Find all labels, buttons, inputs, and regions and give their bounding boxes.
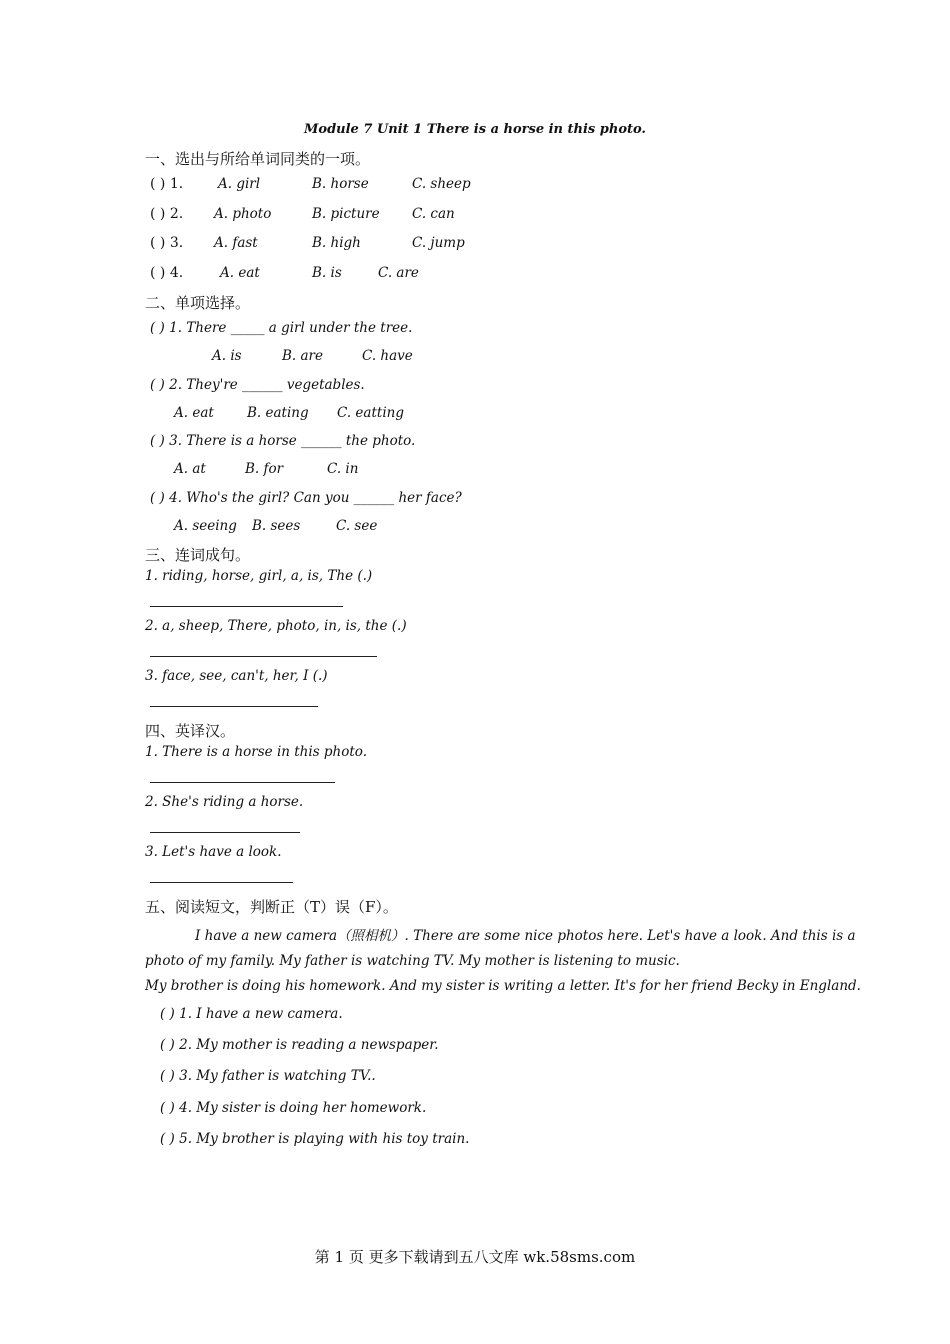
s1-q4-option-b: B. is bbox=[312, 265, 342, 281]
section-4-heading: 四、英译汉。 bbox=[145, 722, 236, 740]
s4-answer-line-2[interactable] bbox=[150, 832, 300, 833]
s2-q2-option-c: C. eatting bbox=[337, 405, 404, 421]
s2-q3-option-b: B. for bbox=[245, 461, 284, 477]
s3-answer-line-3[interactable] bbox=[150, 706, 318, 707]
s1-q4-option-a: A. eat bbox=[220, 265, 260, 281]
s1-q4-num: ( ) 4. bbox=[150, 265, 184, 281]
s2-q3-option-c: C. in bbox=[327, 461, 359, 477]
s1-q1-option-b: B. horse bbox=[312, 176, 369, 192]
s2-q4-option-a: A. seeing bbox=[174, 518, 237, 534]
section-1-heading: 一、选出与所给单词同类的一项。 bbox=[145, 150, 371, 168]
s3-item-1: 1. riding, horse, girl, a, is, The (.) bbox=[145, 568, 373, 584]
passage-line-3: My brother is doing his homework. And my sister is writing a letter. It's for her friend Becky in England. bbox=[145, 978, 861, 994]
s5-item-3: ( ) 3. My father is watching TV.. bbox=[160, 1068, 376, 1084]
s2-q4-option-c: C. see bbox=[336, 518, 378, 534]
s2-q1-option-a: A. is bbox=[212, 348, 242, 364]
s1-q2-option-c: C. can bbox=[412, 206, 455, 222]
s4-answer-line-3[interactable] bbox=[150, 882, 293, 883]
s5-item-1: ( ) 1. I have a new camera. bbox=[160, 1006, 343, 1022]
s4-item-2: 2. She's riding a horse. bbox=[145, 794, 304, 810]
passage-line-2: photo of my family. My father is watching TV. My mother is listening to music. bbox=[145, 953, 680, 969]
s3-answer-line-2[interactable] bbox=[150, 656, 377, 657]
s1-q3-option-a: A. fast bbox=[214, 235, 258, 251]
section-3-heading: 三、连词成句。 bbox=[145, 546, 251, 564]
s5-item-2: ( ) 2. My mother is reading a newspaper. bbox=[160, 1037, 439, 1053]
s2-q4-option-b: B. sees bbox=[252, 518, 301, 534]
s2-q2-question: ( ) 2. They're ______ vegetables. bbox=[150, 377, 365, 393]
s4-item-1: 1. There is a horse in this photo. bbox=[145, 744, 367, 760]
s2-q2-option-b: B. eating bbox=[247, 405, 309, 421]
s2-q3-option-a: A. at bbox=[174, 461, 206, 477]
s1-q2-num: ( ) 2. bbox=[150, 206, 184, 222]
s2-q1-option-c: C. have bbox=[362, 348, 413, 364]
s1-q1-option-c: C. sheep bbox=[412, 176, 471, 192]
passage-line-1: I have a new camera（照相机）. There are some nice photos here. Let's have a look. And this is a bbox=[195, 928, 856, 944]
s2-q4-question: ( ) 4. Who's the girl? Can you ______ her face? bbox=[150, 490, 462, 506]
page-footer: 第 1 页 更多下载请到五八文库 wk.58sms.com bbox=[314, 1248, 636, 1266]
section-5-heading: 五、阅读短文，判断正（T）误（F）。 bbox=[145, 898, 398, 916]
s3-item-3: 3. face, see, can't, her, I (.) bbox=[145, 668, 328, 684]
s1-q4-option-c: C. are bbox=[378, 265, 419, 281]
s1-q3-num: ( ) 3. bbox=[150, 235, 184, 251]
s4-answer-line-1[interactable] bbox=[150, 782, 335, 783]
s2-q1-question: ( ) 1. There _____ a girl under the tree. bbox=[150, 320, 413, 336]
s2-q1-option-b: B. are bbox=[282, 348, 323, 364]
s2-q3-question: ( ) 3. There is a horse ______ the photo. bbox=[150, 433, 416, 449]
s1-q3-option-b: B. high bbox=[312, 235, 361, 251]
s3-answer-line-1[interactable] bbox=[150, 606, 343, 607]
s4-item-3: 3. Let's have a look. bbox=[145, 844, 282, 860]
s1-q2-option-a: A. photo bbox=[214, 206, 272, 222]
s2-q2-option-a: A. eat bbox=[174, 405, 214, 421]
page-title: Module 7 Unit 1 There is a horse in this photo. bbox=[304, 122, 646, 137]
s1-q1-option-a: A. girl bbox=[218, 176, 261, 192]
section-2-heading: 二、单项选择。 bbox=[145, 294, 251, 312]
s5-item-5: ( ) 5. My brother is playing with his toy train. bbox=[160, 1131, 470, 1147]
s1-q1-num: ( ) 1. bbox=[150, 176, 184, 192]
s3-item-2: 2. a, sheep, There, photo, in, is, the (.) bbox=[145, 618, 407, 634]
s5-item-4: ( ) 4. My sister is doing her homework. bbox=[160, 1100, 427, 1116]
s1-q2-option-b: B. picture bbox=[312, 206, 380, 222]
s1-q3-option-c: C. jump bbox=[412, 235, 465, 251]
